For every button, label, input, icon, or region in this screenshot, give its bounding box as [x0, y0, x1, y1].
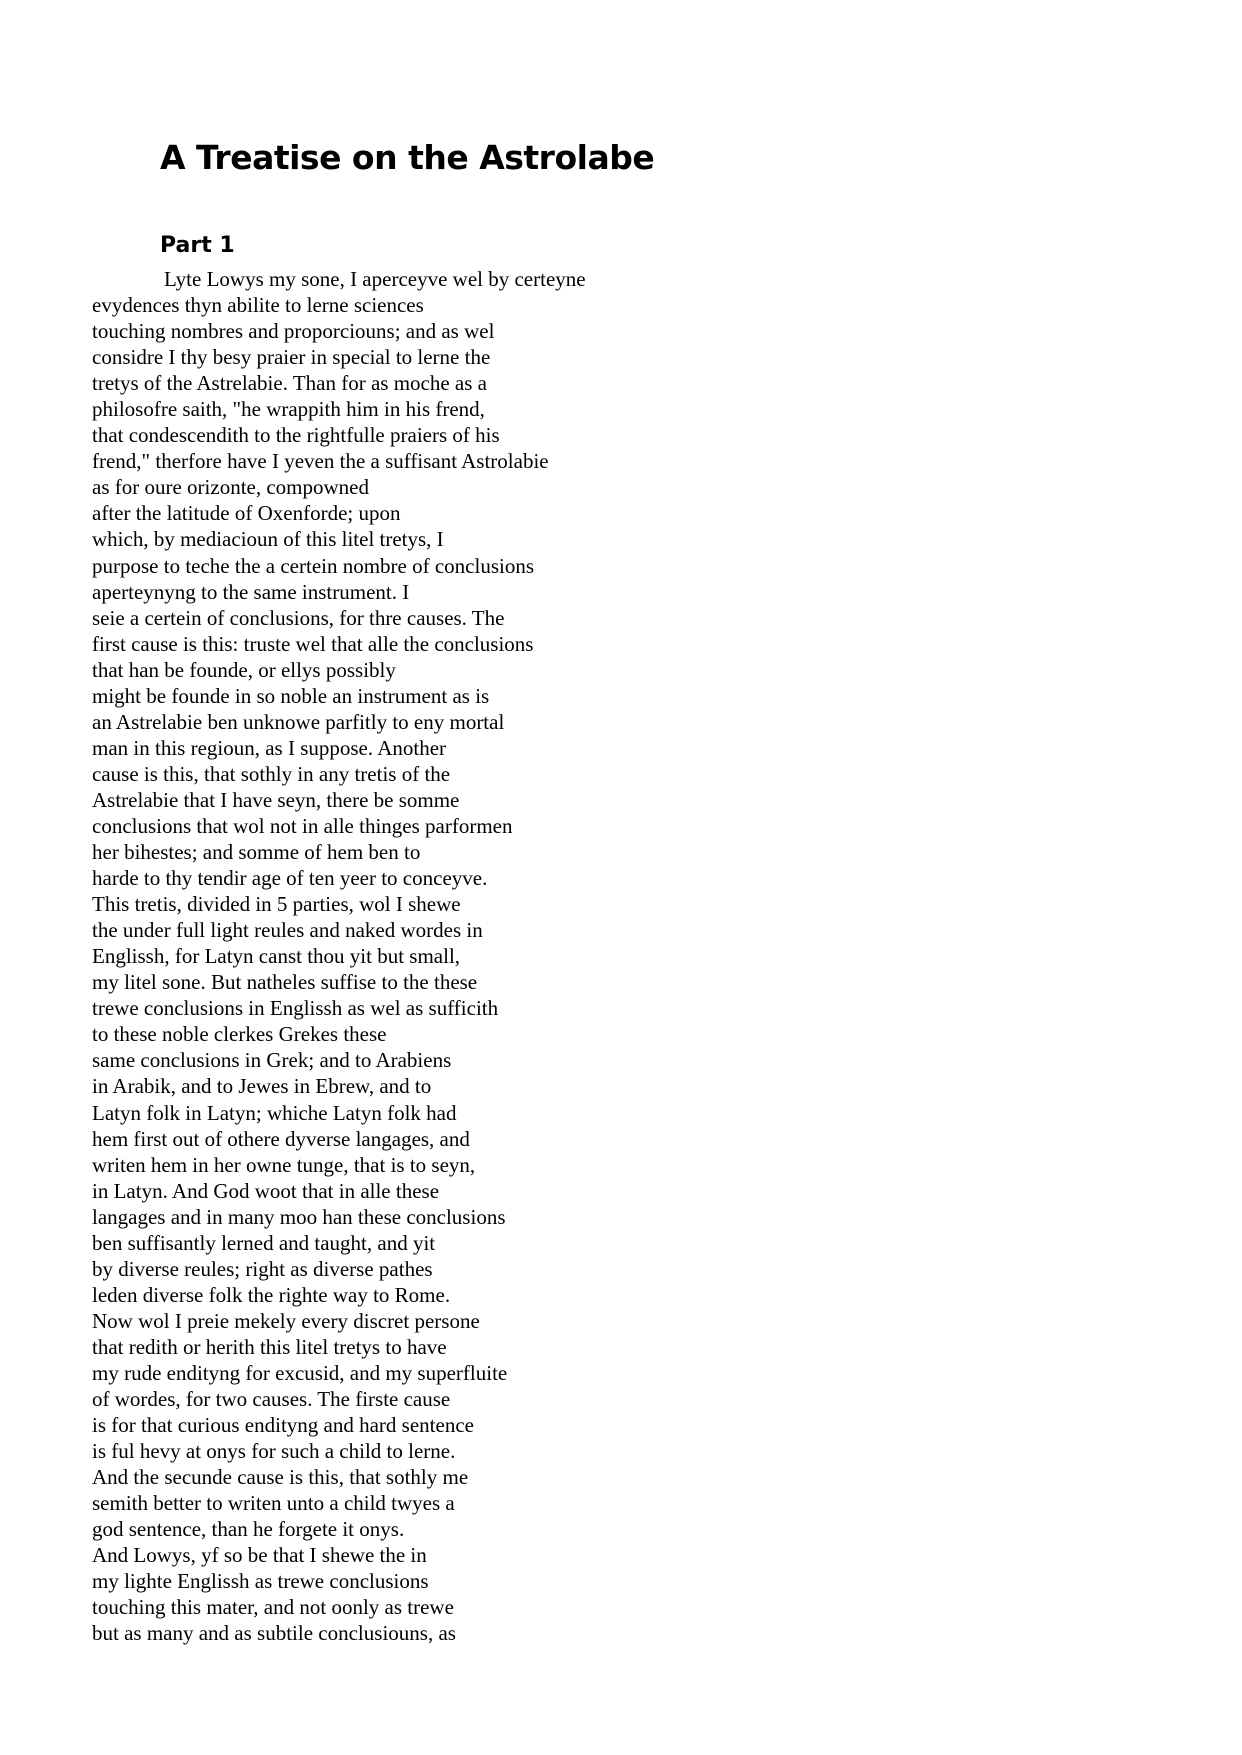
text-line: cause is this, that sothly in any tretis of the	[92, 761, 451, 786]
text-line: is for that curious endityng and hard sentence	[92, 1413, 474, 1438]
text-line: leden diverse folk the righte way to Rome.	[92, 1282, 451, 1307]
text-line: first cause is this: truste wel that alle the conclusions	[92, 631, 534, 656]
text-line: an Astrelabie ben unknowe parfitly to eny mortal	[92, 709, 505, 734]
text-line: seie a certein of conclusions, for thre causes. The	[92, 605, 505, 630]
text-line: tretys of the Astrelabie. Than for as moche as a	[92, 371, 487, 396]
text-line: ben suffisantly lerned and taught, and yit	[92, 1230, 436, 1255]
text-line: Lyte Lowys my sone, I aperceyve wel by certeyne	[164, 267, 586, 291]
text-line: considre I thy besy praier in special to lerne the	[92, 345, 491, 370]
text-line: might be founde in so noble an instrument as is	[92, 683, 490, 708]
text-line: conclusions that wol not in alle thinges parformen	[92, 813, 513, 838]
text-line: same conclusions in Grek; and to Arabiens	[92, 1048, 452, 1073]
page-title: A Treatise on the Astrolabe	[160, 138, 655, 177]
text-line: Latyn folk in Latyn; whiche Latyn folk had	[92, 1100, 457, 1125]
text-line: man in this regioun, as I suppose. Another	[92, 735, 447, 760]
text-line: after the latitude of Oxenforde; upon	[92, 501, 401, 526]
text-line: god sentence, than he forgete it onys.	[92, 1517, 405, 1542]
text-line: the under full light reules and naked wordes in	[92, 918, 483, 943]
text-line: trewe conclusions in Englissh as wel as sufficith	[92, 996, 499, 1021]
text-line: her bihestes; and somme of hem ben to	[92, 840, 421, 865]
text-line: hem first out of othere dyverse langages, and	[92, 1126, 470, 1151]
text-line: Now wol I preie mekely every discret persone	[92, 1308, 480, 1333]
text-line: that condescendith to the rightfulle praiers of his	[92, 423, 500, 448]
text-line: Englissh, for Latyn canst thou yit but small,	[92, 944, 461, 969]
text-line: aperteynyng to the same instrument. I	[92, 579, 410, 604]
text-line: which, by mediacioun of this litel tretys, I	[92, 527, 444, 552]
body-text	[92, 266, 586, 1646]
text-line: my litel sone. But natheles suffise to the these	[92, 970, 478, 995]
text-line: langages and in many moo han these conclusions	[92, 1204, 506, 1229]
text-line: that han be founde, or ellys possibly	[92, 657, 396, 682]
text-line: is ful hevy at onys for such a child to lerne.	[92, 1439, 456, 1464]
text-line: semith better to writen unto a child twyes a	[92, 1491, 455, 1516]
text-line: evydences thyn abilite to lerne sciences	[92, 293, 424, 318]
text-line: This tretis, divided in 5 parties, wol I shewe	[92, 892, 461, 917]
text-line: that redith or herith this litel tretys to have	[92, 1334, 447, 1359]
text-line: to these noble clerkes Grekes these	[92, 1022, 387, 1047]
text-line: in Latyn. And God woot that in alle these	[92, 1178, 440, 1203]
text-line: as for oure orizonte, compowned	[92, 475, 369, 500]
text-line: And the secunde cause is this, that sothly me	[92, 1465, 469, 1490]
text-line: touching nombres and proporciouns; and as wel	[92, 319, 495, 344]
text-line: touching this mater, and not oonly as trewe	[92, 1595, 454, 1620]
text-line: writen hem in her owne tunge, that is to seyn,	[92, 1152, 476, 1177]
text-line: my rude endityng for excusid, and my superfluite	[92, 1360, 508, 1385]
section-heading: Part 1	[160, 233, 235, 258]
text-line: And Lowys, yf so be that I shewe the in	[92, 1543, 427, 1568]
text-line: Astrelabie that I have seyn, there be somme	[92, 787, 460, 812]
text-line: in Arabik, and to Jewes in Ebrew, and to	[92, 1074, 432, 1099]
text-line: but as many and as subtile conclusiouns, as	[92, 1621, 456, 1646]
text-line: frend," therfore have I yeven the a suffisant Astrolabie	[92, 449, 549, 474]
text-line: philosofre saith, "he wrappith him in his frend,	[92, 397, 485, 422]
text-line: harde to thy tendir age of ten yeer to conceyve.	[92, 866, 488, 891]
text-line: purpose to teche the a certein nombre of conclusions	[92, 553, 535, 578]
text-line: of wordes, for two causes. The firste cause	[92, 1387, 451, 1412]
text-line: my lighte Englissh as trewe conclusions	[92, 1569, 429, 1594]
text-line: by diverse reules; right as diverse pathes	[92, 1256, 433, 1281]
